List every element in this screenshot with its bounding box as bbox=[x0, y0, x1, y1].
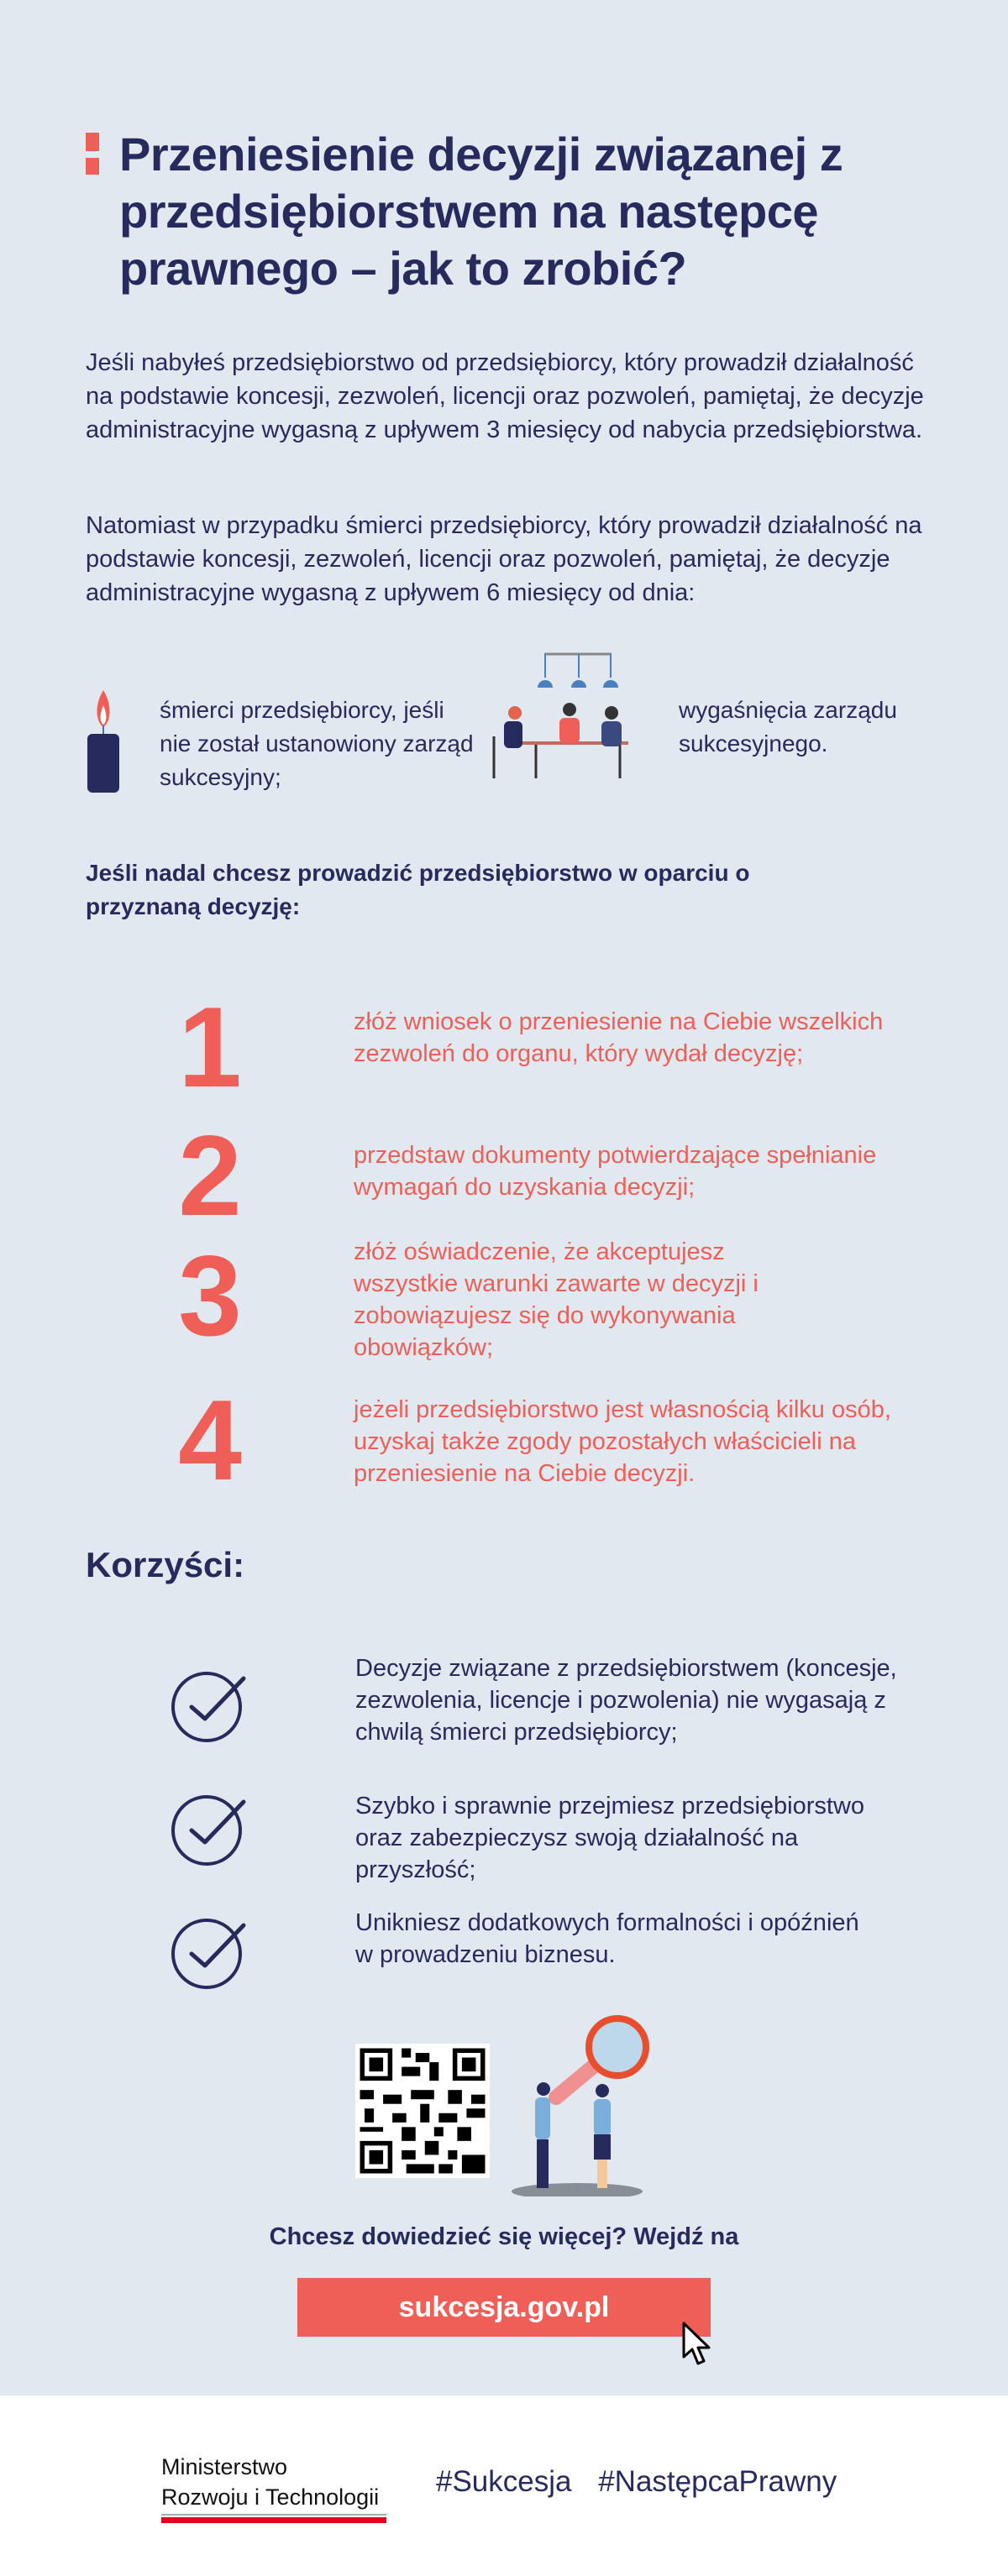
intro-paragraph-1: Jeśli nabyłeś przedsiębiorstwo od przedsiębiorcy, który prowadził działalność na podstawie koncesji, zezwoleń, licencji oraz pozwoleń, pamiętaj, że decyzje administracyjne wygasną z upływem 3 miesięcy od nabycia przedsiębiorstwa. bbox=[86, 349, 924, 443]
benefit-text-1: Decyzje związane z przedsiębiorstwem (koncesje, zezwolenia, licencje i pozwolenia) nie wygasają z chwilą śmierci przedsiębiorcy; bbox=[355, 1655, 897, 1746]
magnifier-people-illustration bbox=[510, 2013, 691, 2196]
candle-icon bbox=[84, 689, 123, 794]
step-number-4: 4 bbox=[178, 1376, 242, 1504]
title-marker-bottom bbox=[86, 158, 99, 175]
check-circle-icon bbox=[170, 1914, 247, 1991]
cursor-icon bbox=[682, 2322, 712, 2369]
step-text-3: złóż oświadczenie, że akceptujesz wszystkie warunki zawarte w decyzji i zobowiązujesz się do wykonywania obowiązków; bbox=[354, 1238, 759, 1361]
logo-divider bbox=[161, 2514, 386, 2516]
meeting-illustration bbox=[486, 652, 650, 782]
step-number-3: 3 bbox=[178, 1232, 242, 1359]
hashtags bbox=[436, 2465, 837, 2499]
case-text-2: wygaśnięcia zarządu sukcesyjnego. bbox=[679, 697, 897, 757]
check-circle-icon bbox=[170, 1790, 247, 1867]
ministry-name-line2: Rozwoju i Technologii bbox=[161, 2484, 380, 2510]
step-number-1: 1 bbox=[178, 983, 242, 1111]
ministry-logo bbox=[161, 2452, 379, 2512]
step-text-2: przedstaw dokumenty potwierdzające spełnianie wymagań do uzyskania decyzji; bbox=[354, 1142, 877, 1201]
benefit-text-2: Szybko i sprawnie przejmiesz przedsiębiorstwo oraz zabezpieczysz swoją działalność na przyszłość; bbox=[355, 1793, 865, 1883]
benefits-heading: Korzyści: bbox=[86, 1545, 245, 1584]
hashtag-nastepca-prawny: #NastępcaPrawny bbox=[598, 2465, 837, 2498]
step-number-2: 2 bbox=[178, 1112, 242, 1239]
cta-text: Chcesz dowiedzieć się więcej? Wejdź na bbox=[269, 2223, 739, 2250]
case-text-1: śmierci przedsiębiorcy, jeśli nie został ustanowiony zarząd sukcesyjny; bbox=[160, 697, 474, 790]
qr-code[interactable] bbox=[355, 2044, 490, 2178]
logo-red-bar bbox=[161, 2517, 386, 2523]
hashtag-sukcesja: #Sukcesja bbox=[436, 2465, 572, 2498]
title-marker-top bbox=[86, 133, 99, 151]
intro-paragraph-2: Natomiast w przypadku śmierci przedsiębiorcy, który prowadził działalność na podstawie koncesji, zezwoleń, licencji oraz pozwoleń, pamiętaj, że decyzje administracyjne wygasną z upływem 6 miesięcy od dnia: bbox=[86, 512, 922, 606]
steps-heading: Jeśli nadal chcesz prowadzić przedsiębiorstwo w oparciu o przyznaną decyzję: bbox=[86, 860, 750, 919]
step-text-4: jeżeli przedsiębiorstwo jest własnością kilku osób, uzyskaj także zgody pozostałych właścicieli na przeniesienie na Ciebie decyzji. bbox=[354, 1396, 891, 1487]
check-circle-icon bbox=[170, 1667, 247, 1744]
benefit-text-3: Unikniesz dodatkowych formalności i opóźnień w prowadzeniu biznesu. bbox=[355, 1909, 859, 1968]
ministry-name-line1: Ministerstwo bbox=[161, 2454, 288, 2479]
website-link-button[interactable]: sukcesja.gov.pl bbox=[297, 2278, 711, 2337]
step-text-1: złóż wniosek o przeniesienie na Ciebie wszelkich zezwoleń do organu, który wydał decyzję; bbox=[354, 1008, 884, 1067]
page-title: Przeniesienie decyzji związanej z przedsiębiorstwem na następcę prawnego – jak to zrobić? bbox=[119, 128, 843, 295]
